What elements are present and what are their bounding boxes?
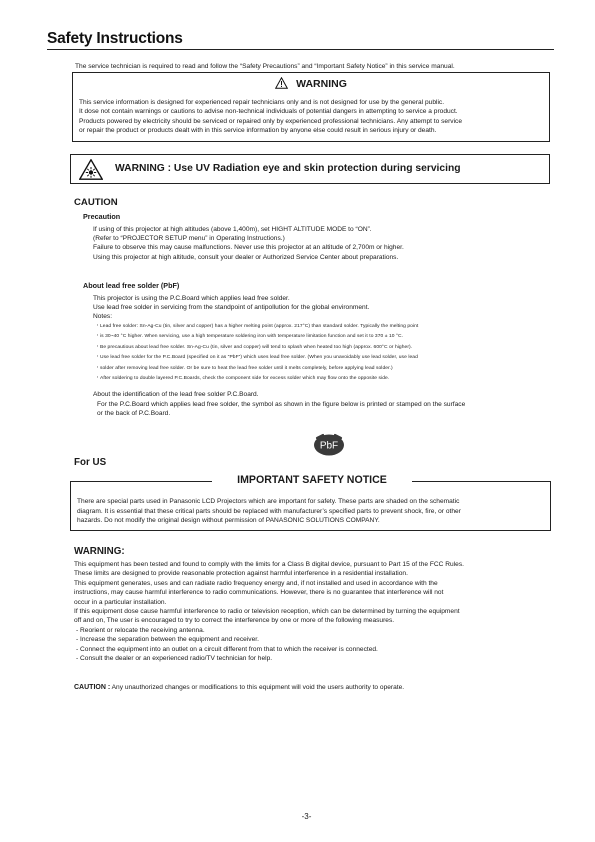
fcc-measure: - Increase the separation between the equipment and receiver. (76, 636, 259, 644)
solder-line: Notes: (93, 313, 113, 321)
identification-line: or the back of P.C.Board. (97, 410, 171, 418)
precaution-line: If using of this projector at high altitudes (above 1,400m), set HIGHT ALTITUDE MODE to “ON”. (93, 226, 372, 233)
precaution-line: (Refer to “PROJECTOR SETUP menu” in Operating Instructions.) (93, 235, 285, 243)
solder-notes-list (95, 322, 557, 384)
fcc-line: instructions, may cause harmful interference to radio communications. However, there is no guarantee that interference will not (74, 589, 444, 597)
notice-line: There are special parts used in Panasonic LCD Projectors which are important for safety. These parts are shaded on the schematic (77, 498, 460, 505)
fcc-line: If this equipment dose cause harmful interference to radio or television reception, which can be determined by turning the equipment (74, 608, 460, 616)
warning-line: or repair the product or products dealt with in this service information by anyone else could result in serious injury or death. (79, 127, 437, 135)
warning-heading (73, 77, 549, 90)
fcc-caution (74, 684, 404, 691)
page-title: Safety Instructions (47, 30, 183, 47)
precaution-line: Using this projector at high altitude, consult your dealer or Authorized Service Center about preparations. (93, 253, 399, 261)
solder-line: This projector is using the P.C.Board which applies lead free solder. (93, 295, 290, 302)
notice-line: diagram. It is essential that these critical parts should be replaced with manufacturer’s specified parts to prevent shock, fire, or other (77, 507, 461, 515)
fcc-measure: - Consult the dealer or an experienced radio/TV technician for help. (76, 655, 273, 663)
notice-line: hazards. Do not modify the original design without permission of PANASONIC SOLUTIONS COMPANY. (77, 517, 380, 525)
caution-heading: CAUTION (74, 197, 118, 208)
solder-note: ・Be precautious about lead free solder. Sn-Ag-Cu (tin, silver and copper) will tend to splash when heated too high (approx. 600°C or higher). (95, 344, 413, 350)
precaution-text (93, 225, 553, 262)
warning-line: Products powered by electricity should be serviced or repaired only by experienced professional technicians. Any attempt to service (79, 117, 463, 125)
fcc-caution-label: CAUTION : (74, 684, 111, 691)
lead-free-solder-text (93, 294, 553, 322)
solder-note: ・After soldering to double layered P.C.Boards, check the component side for excess solder which may flow onto the opposite side. (95, 376, 390, 382)
fcc-line: occur in a particular installation. (74, 598, 167, 606)
important-safety-notice-box (70, 481, 551, 531)
fcc-line: This equipment generates, uses and can radiate radio frequency energy and, if not installed and used in accordance with the (74, 579, 438, 587)
pbf-symbol-logo (313, 433, 345, 457)
solder-note: ・solder after removing lead free solder. Or be sure to heat the lead free solder until it melts completely, before applying lead solder.) (95, 365, 393, 371)
identification-line: For the P.C.Board which applies lead free solder, the symbol as shown in the figure below is printed or stamped on the surface (97, 401, 466, 408)
warning-title: WARNING (296, 78, 347, 90)
fcc-line: This equipment has been tested and found to comply with the limits for a Class B digital device, pursuant to Part 15 of the FCC Rules. (74, 561, 464, 568)
fcc-measure: - Reorient or relocate the receiving antenna. (76, 626, 205, 634)
warning-box (72, 72, 550, 142)
warning-line: This service information is designed for experienced repair technicians only and is not designed for use by the general public. (79, 99, 445, 106)
warning-line: It dose not contain warnings or cautions to advise non-technical individuals of potential dangers in attempting to service a product. (79, 108, 458, 116)
precaution-line: Failure to observe this may cause malfunctions. Never use this projector at an altitude of 2,700m or higher. (93, 244, 404, 252)
solder-line: Use lead free solder in servicing from the standpoint of antipollution for the global environment. (93, 304, 370, 312)
pbf-symbol-text: PbF (319, 440, 339, 452)
solder-note: ・is 30~40 °C higher. When servicing, use a high temperature soldering iron with temperature limitation function and set it to 370 ± 10 °C. (95, 334, 404, 340)
fcc-measures-list (74, 626, 554, 664)
fcc-warning-text (74, 560, 554, 663)
identification-heading: About the identification of the lead free solder P.C.Board. (93, 391, 259, 398)
fcc-caution-text: Any unauthorized changes or modifications to this equipment will void the users authority to operate. (110, 684, 405, 691)
page-number: -3- (301, 812, 312, 821)
important-safety-notice-text (77, 497, 547, 526)
fcc-measure: - Connect the equipment into an outlet on a circuit different from that to which the receiver is connected. (76, 645, 378, 653)
intro-text: The service technician is required to read and follow the “Safety Precautions” and “Important Safety Notice” in this service manual. (75, 63, 455, 70)
uv-radiation-hazard-icon (79, 159, 103, 180)
uv-warning-box (70, 154, 550, 184)
warning-triangle-icon (275, 77, 288, 89)
solder-note: ・Use lead free solder for the P.C.Board (specified on it as “PbF”) which uses lead free solder. (When you unavoidably use lead solder, use lead (95, 355, 418, 361)
solder-note: ・Lead free solder: Sn-Ag-Cu (tin, silver and copper) has a higher melting point (approx. 217°C) than standard solder. Typically the melting point (95, 324, 419, 329)
identification-text (97, 400, 557, 418)
fcc-warning-heading: WARNING: (74, 546, 125, 557)
warning-body (79, 98, 545, 136)
important-safety-notice-title: IMPORTANT SAFETY NOTICE (212, 474, 412, 486)
precaution-heading: Precaution (83, 212, 121, 221)
for-us-heading: For US (74, 457, 107, 468)
uv-warning-text: WARNING : Use UV Radiation eye and skin protection during servicing (115, 163, 461, 174)
fcc-line: off and on, The user is encouraged to try to correct the interference by one or more of the following measures. (74, 617, 395, 625)
fcc-line: These limits are designed to provide reasonable protection against harmful interference in a residential installation. (74, 570, 408, 578)
title-divider (47, 49, 554, 50)
lead-free-solder-heading: About lead free solder (PbF) (83, 281, 180, 290)
